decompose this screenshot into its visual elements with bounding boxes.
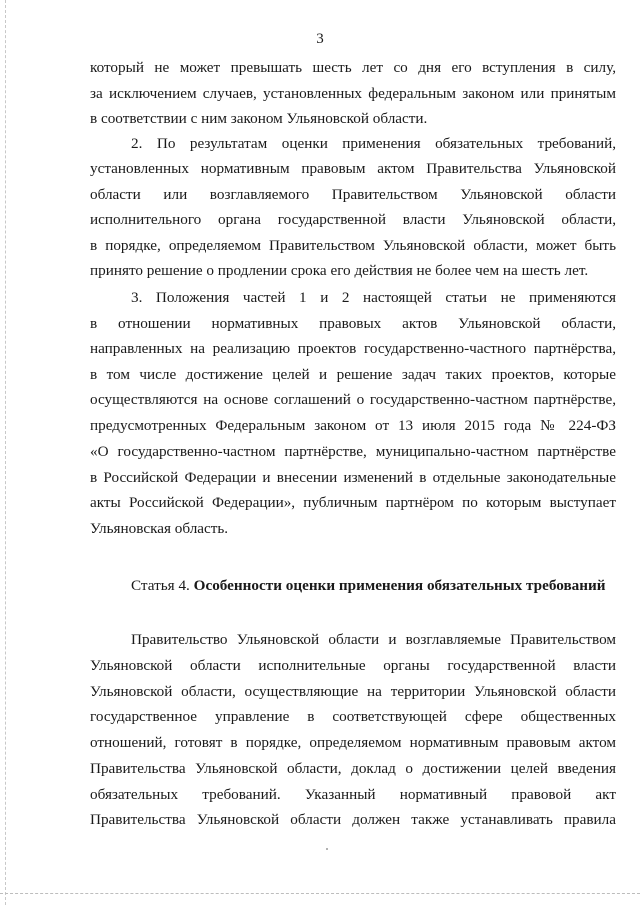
text-line: обязательных требований. Указанный нормативный правовой акт — [90, 786, 616, 803]
text-line: предусмотренных Федеральным законом от 13 июля 2015 года № 224-ФЗ — [90, 417, 616, 434]
text-line: направленных на реализацию проектов государственно-частного партнёрства, — [90, 340, 616, 357]
text-line: Правительство Ульяновской области и возглавляемые Правительством — [131, 631, 616, 648]
scan-speck — [326, 848, 328, 850]
text-line: исполнительного органа государственной власти Ульяновской области, — [90, 211, 616, 228]
text-line: области или возглавляемого Правительством Ульяновской области — [90, 186, 616, 203]
scan-edge-left — [5, 0, 6, 905]
text-line: в отношении нормативных правовых актов Ульяновской области, — [90, 315, 616, 332]
text-line: Правительства Ульяновской области, доклад о достижении целей введения — [90, 760, 616, 777]
text-line: принято решение о продлении срока его действия не более чем на шесть лет. — [90, 262, 589, 279]
text-line: Ульяновская область. — [90, 520, 229, 537]
article-heading-prefix: Статья 4. — [131, 577, 194, 594]
article-heading — [131, 577, 616, 595]
text-line: Ульяновской области, осуществляющие на территории Ульяновской области — [90, 683, 616, 700]
text-line: Правительства Ульяновской области должен также устанавливать правила — [90, 811, 616, 828]
text-line: установленных нормативным правовым актом Правительства Ульяновской — [90, 160, 616, 177]
text-line: акты Российской Федерации», публичным партнёром по которым выступает — [90, 494, 616, 511]
text-line: Ульяновской области исполнительные органы государственной власти — [90, 657, 616, 674]
text-line: за исключением случаев, установленных федеральным законом или принятым — [90, 85, 616, 102]
text-line: 3. Положения частей 1 и 2 настоящей статьи не применяются — [131, 289, 616, 306]
scan-edge-bottom — [0, 893, 640, 894]
article-heading-title: Особенности оценки применения обязательных требований — [193, 577, 606, 594]
text-line: в Российской Федерации и внесении изменений в отдельные законодательные — [90, 469, 616, 486]
text-line: в том числе достижение целей и решение задач таких проектов, которые — [90, 366, 616, 383]
text-line: который не может превышать шесть лет со дня его вступления в силу, — [90, 59, 616, 76]
text-line: в соответствии с ним законом Ульяновской области. — [90, 110, 428, 127]
text-line: 2. По результатам оценки применения обязательных требований, — [131, 135, 616, 152]
text-line: в порядке, определяемом Правительством Ульяновской области, может быть — [90, 237, 616, 254]
page-number: 3 — [316, 31, 324, 47]
text-line: «О государственно-частном партнёрстве, муниципально-частном партнёрстве — [90, 443, 616, 460]
text-line: отношений, готовят в порядке, определяемом нормативным правовым актом — [90, 734, 616, 751]
text-line: государственное управление в соответствующей сфере общественных — [90, 708, 616, 725]
text-line: осуществляются на основе соглашений о государственно-частном партнёрстве, — [90, 391, 616, 408]
